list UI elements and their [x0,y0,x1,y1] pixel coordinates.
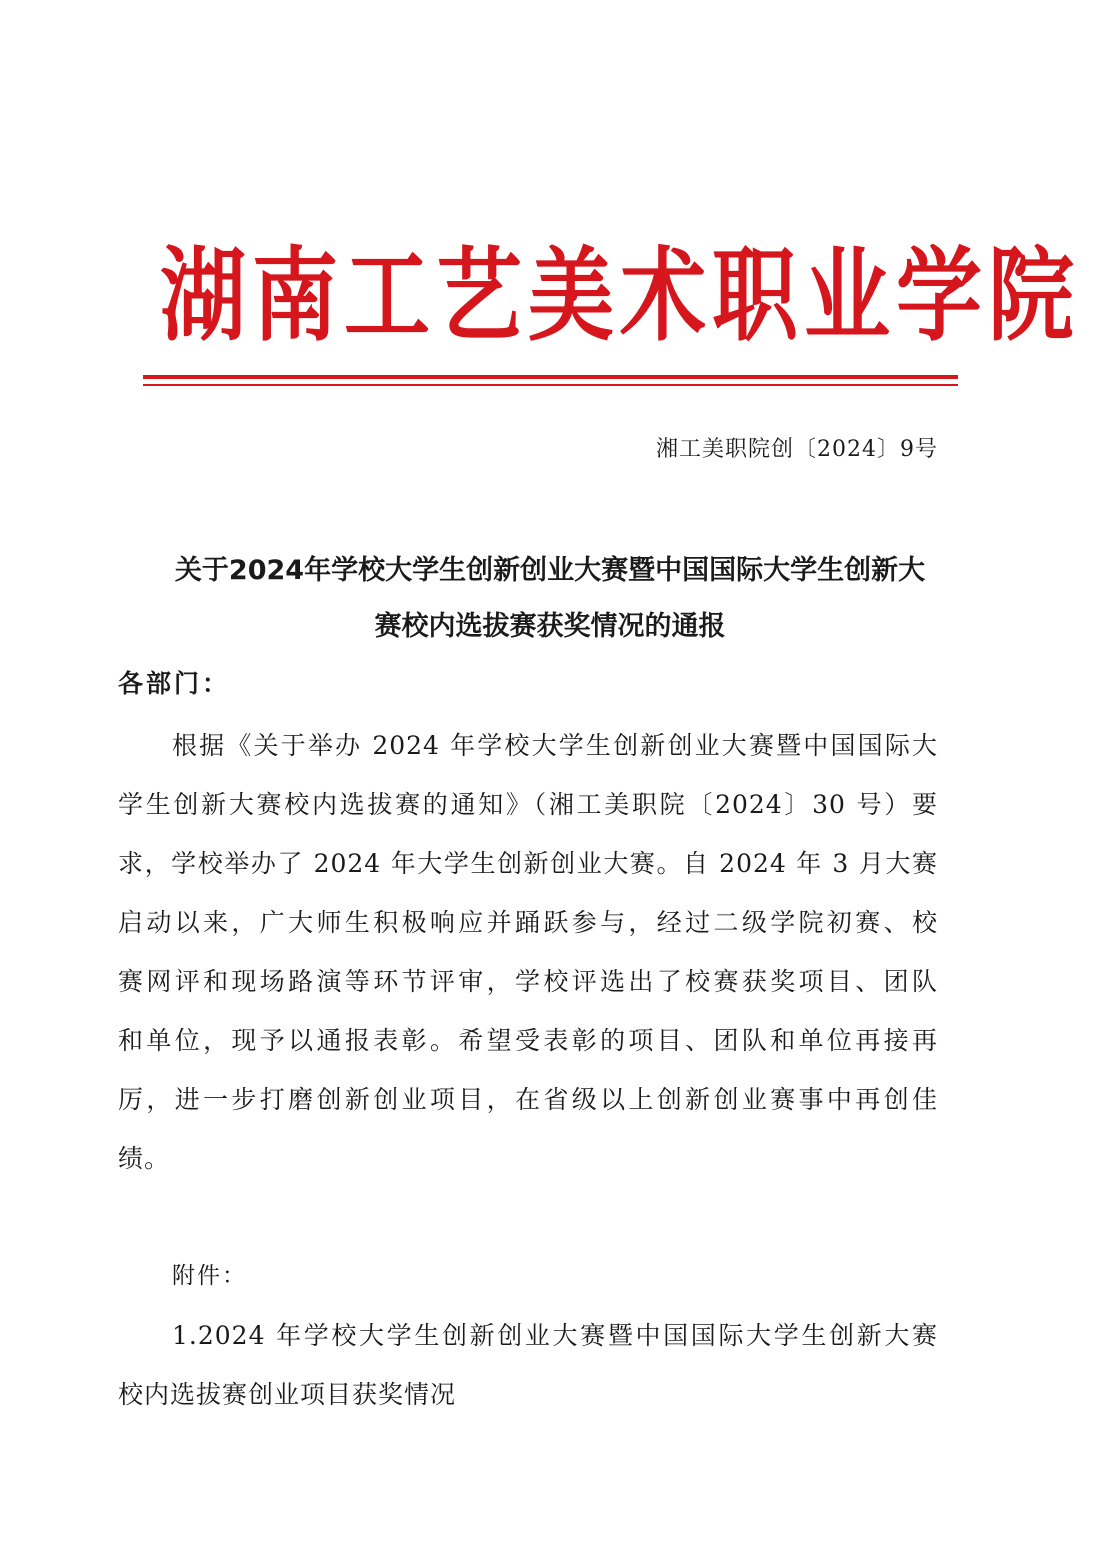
attachments-label: 附件： [172,1263,247,1289]
body-line-2: 学生创新大赛校内选拔赛的通知》（湘工美职院〔2024〕30 号）要 [118,790,938,819]
body-line-7: 厉，进一步打磨创新创业项目，在省级以上创新创业赛事中再创佳 [118,1085,938,1114]
document-number: 湘工美职院创〔2024〕9号 [656,437,938,462]
salutation: 各部门： [118,669,231,698]
masthead-org-name: 湖南工艺美术职业学院 [160,238,1080,356]
document-title-line-1: 关于2024年学校大学生创新创业大赛暨中国国际大学生创新大 [174,555,926,586]
masthead-divider-thin [143,384,958,386]
masthead-divider-thick [143,375,958,379]
body-line-8: 绩。 [118,1144,171,1173]
body-line-6: 和单位，现予以通报表彰。希望受表彰的项目、团队和单位再接再 [118,1026,938,1055]
body-line-5: 赛网评和现场路演等环节评审，学校评选出了校赛获奖项目、团队 [118,967,938,996]
attachment-item-1-line-1: 1.2024 年学校大学生创新创业大赛暨中国国际大学生创新大赛 [172,1321,938,1350]
body-line-1: 根据《关于举办 2024 年学校大学生创新创业大赛暨中国国际大 [172,731,938,760]
document-title-line-2: 赛校内选拔赛获奖情况的通报 [374,611,726,642]
body-line-4: 启动以来，广大师生积极响应并踊跃参与，经过二级学院初赛、校 [118,908,938,937]
body-line-3: 求，学校举办了 2024 年大学生创新创业大赛。自 2024 年 3 月大赛 [118,849,938,878]
attachment-item-1-line-2: 校内选拔赛创业项目获奖情况 [118,1380,457,1409]
